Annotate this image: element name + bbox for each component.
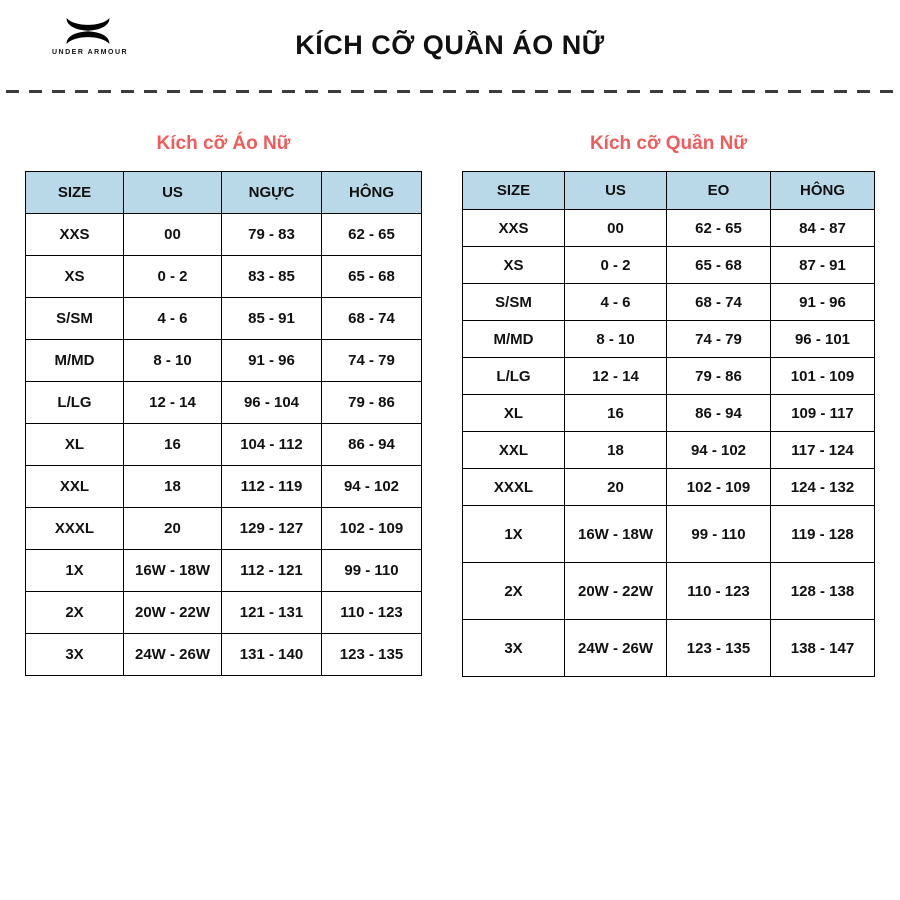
table-cell: 138 - 147	[771, 620, 875, 677]
table-cell: 65 - 68	[322, 256, 422, 298]
table-row	[463, 247, 875, 284]
table-cell: 119 - 128	[771, 506, 875, 563]
table-cell: 123 - 135	[322, 634, 422, 676]
table-cell: 18	[124, 466, 222, 508]
table-cell: 86 - 94	[322, 424, 422, 466]
table-cell: 16W - 18W	[565, 506, 667, 563]
table-cell: M/MD	[463, 321, 565, 358]
table-row	[463, 506, 875, 563]
table-cell: XXL	[463, 432, 565, 469]
table-row	[26, 214, 422, 256]
column-header: SIZE	[26, 172, 124, 214]
table-cell: 91 - 96	[222, 340, 322, 382]
table-cell: XXS	[26, 214, 124, 256]
table-cell: 102 - 109	[322, 508, 422, 550]
table-cell: 4 - 6	[124, 298, 222, 340]
table-cell: 102 - 109	[667, 469, 771, 506]
table-row	[463, 321, 875, 358]
table-cell: 12 - 14	[565, 358, 667, 395]
table-cell: 8 - 10	[124, 340, 222, 382]
table-cell: 12 - 14	[124, 382, 222, 424]
table-cell: 74 - 79	[667, 321, 771, 358]
table-cell: 123 - 135	[667, 620, 771, 677]
table-cell: 94 - 102	[322, 466, 422, 508]
tables-container	[0, 133, 900, 677]
table-cell: 1X	[463, 506, 565, 563]
table-cell: 24W - 26W	[565, 620, 667, 677]
pants-size-table	[462, 171, 875, 677]
table-cell: 109 - 117	[771, 395, 875, 432]
table-cell: 79 - 86	[322, 382, 422, 424]
table-cell: 16	[124, 424, 222, 466]
table-cell: M/MD	[26, 340, 124, 382]
table-cell: 8 - 10	[565, 321, 667, 358]
table-row	[26, 508, 422, 550]
table-cell: 20W - 22W	[124, 592, 222, 634]
table-cell: XS	[463, 247, 565, 284]
shirts-table-title: Kích cỡ Áo Nữ	[156, 133, 291, 154]
column-header: EO	[667, 172, 771, 210]
table-cell: S/SM	[26, 298, 124, 340]
table-row	[26, 256, 422, 298]
table-cell: 68 - 74	[322, 298, 422, 340]
table-cell: 65 - 68	[667, 247, 771, 284]
shirts-size-section	[25, 133, 422, 677]
table-row	[26, 340, 422, 382]
table-cell: 131 - 140	[222, 634, 322, 676]
table-row	[463, 395, 875, 432]
table-row	[26, 550, 422, 592]
shirts-size-table	[25, 171, 422, 676]
column-header: HÔNG	[771, 172, 875, 210]
table-cell: 62 - 65	[322, 214, 422, 256]
table-cell: 18	[565, 432, 667, 469]
table-cell: 96 - 101	[771, 321, 875, 358]
table-cell: 87 - 91	[771, 247, 875, 284]
table-cell: 85 - 91	[222, 298, 322, 340]
table-cell: XXS	[463, 210, 565, 247]
table-cell: 99 - 110	[667, 506, 771, 563]
table-cell: 110 - 123	[667, 563, 771, 620]
table-row	[463, 620, 875, 677]
table-cell: L/LG	[26, 382, 124, 424]
table-cell: 104 - 112	[222, 424, 322, 466]
table-cell: XXXL	[463, 469, 565, 506]
table-cell: 91 - 96	[771, 284, 875, 321]
table-cell: 79 - 86	[667, 358, 771, 395]
table-row	[463, 432, 875, 469]
table-row	[26, 592, 422, 634]
table-cell: XL	[26, 424, 124, 466]
table-cell: 3X	[26, 634, 124, 676]
column-header: HÔNG	[322, 172, 422, 214]
table-cell: 0 - 2	[565, 247, 667, 284]
table-cell: 00	[124, 214, 222, 256]
brand-name: UNDER ARMOUR	[52, 49, 129, 56]
table-cell: 99 - 110	[322, 550, 422, 592]
table-row	[463, 358, 875, 395]
table-cell: L/LG	[463, 358, 565, 395]
table-cell: XXL	[26, 466, 124, 508]
table-row	[26, 466, 422, 508]
table-cell: 1X	[26, 550, 124, 592]
table-cell: 4 - 6	[565, 284, 667, 321]
table-cell: 68 - 74	[667, 284, 771, 321]
pants-size-section	[462, 133, 875, 677]
table-cell: 84 - 87	[771, 210, 875, 247]
table-row	[26, 298, 422, 340]
table-header-row	[463, 172, 875, 210]
table-cell: XL	[463, 395, 565, 432]
table-cell: 24W - 26W	[124, 634, 222, 676]
table-cell: XS	[26, 256, 124, 298]
table-cell: 16	[565, 395, 667, 432]
pants-table-title: Kích cỡ Quần Nữ	[589, 133, 748, 154]
table-cell: 112 - 119	[222, 466, 322, 508]
table-cell: 94 - 102	[667, 432, 771, 469]
table-cell: 20W - 22W	[565, 563, 667, 620]
column-header: SIZE	[463, 172, 565, 210]
table-cell: 62 - 65	[667, 210, 771, 247]
table-cell: 00	[565, 210, 667, 247]
table-cell: 86 - 94	[667, 395, 771, 432]
under-armour-logo-icon	[52, 16, 124, 46]
table-cell: 110 - 123	[322, 592, 422, 634]
table-row	[463, 284, 875, 321]
table-cell: 20	[124, 508, 222, 550]
table-cell: 129 - 127	[222, 508, 322, 550]
table-row	[26, 382, 422, 424]
table-row	[463, 210, 875, 247]
table-cell: 128 - 138	[771, 563, 875, 620]
column-header: US	[124, 172, 222, 214]
table-cell: 121 - 131	[222, 592, 322, 634]
table-cell: S/SM	[463, 284, 565, 321]
table-cell: XXXL	[26, 508, 124, 550]
table-cell: 117 - 124	[771, 432, 875, 469]
table-cell: 0 - 2	[124, 256, 222, 298]
table-cell: 3X	[463, 620, 565, 677]
table-row	[463, 563, 875, 620]
table-cell: 124 - 132	[771, 469, 875, 506]
brand-logo	[52, 16, 129, 56]
dashed-divider	[6, 90, 894, 93]
table-cell: 20	[565, 469, 667, 506]
page-title: KÍCH CỠ QUẦN ÁO NỮ	[295, 30, 605, 60]
column-header: US	[565, 172, 667, 210]
table-cell: 2X	[463, 563, 565, 620]
table-cell: 83 - 85	[222, 256, 322, 298]
table-row	[26, 424, 422, 466]
table-cell: 79 - 83	[222, 214, 322, 256]
header	[0, 0, 900, 90]
table-cell: 96 - 104	[222, 382, 322, 424]
table-cell: 112 - 121	[222, 550, 322, 592]
table-row	[463, 469, 875, 506]
table-cell: 74 - 79	[322, 340, 422, 382]
table-cell: 101 - 109	[771, 358, 875, 395]
table-cell: 16W - 18W	[124, 550, 222, 592]
table-row	[26, 634, 422, 676]
table-header-row	[26, 172, 422, 214]
table-cell: 2X	[26, 592, 124, 634]
column-header: NGỰC	[222, 172, 322, 214]
